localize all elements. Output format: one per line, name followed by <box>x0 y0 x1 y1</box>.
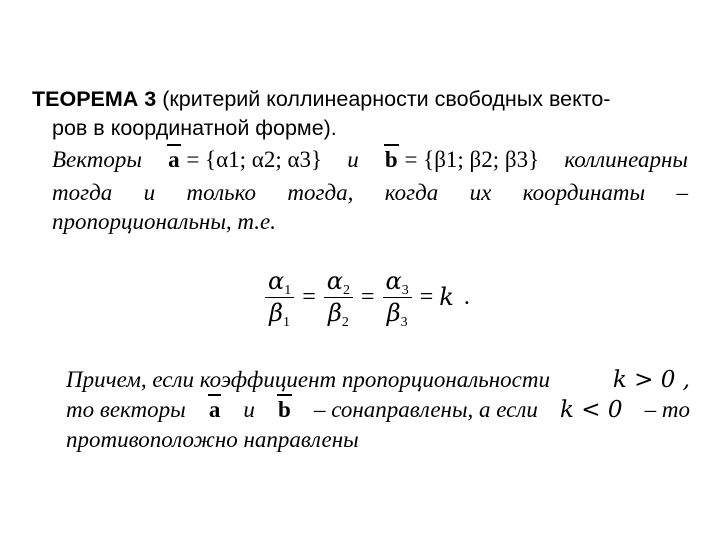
equals-sign: = <box>302 283 316 310</box>
word: тогда <box>52 180 113 205</box>
theorem-title: ТЕОРЕМА 3 <box>32 87 157 111</box>
condition-positive: k > 0 , <box>612 367 690 393</box>
statement-line-3: пропорциональны, т.е. <box>52 209 276 234</box>
note-line-3: противоположно направлены <box>66 427 359 452</box>
word: координаты <box>522 180 646 205</box>
equals-sign: = <box>360 283 375 310</box>
word-collinear: коллинеарны <box>564 147 688 172</box>
vector-a-def <box>167 146 322 174</box>
numerator-index: 3 <box>401 282 409 298</box>
note-line-1 <box>66 366 690 394</box>
denominator-index: 2 <box>341 314 349 330</box>
word: и <box>143 180 156 205</box>
equals-sign: = <box>419 283 434 310</box>
denominator-symbol: β <box>386 298 401 327</box>
numerator-index: 2 <box>342 282 350 298</box>
note-then: – то <box>644 397 690 422</box>
fraction-3 <box>383 266 412 329</box>
fraction-1 <box>265 266 294 329</box>
denominator-index: 1 <box>283 314 291 330</box>
note-line-2 <box>66 396 690 424</box>
word-and: и <box>347 147 359 172</box>
formula-period: . <box>463 283 470 310</box>
note-to-vectors: то векторы <box>66 397 186 422</box>
word: когда <box>384 180 439 205</box>
theorem-title-rest: (критерий коллинеарности свободных векто- <box>156 87 611 111</box>
denominator-symbol: β <box>327 298 342 327</box>
vector-b: b <box>278 397 291 422</box>
word: только <box>186 180 256 205</box>
vector-b-def <box>384 146 539 174</box>
fraction-2 <box>324 266 353 329</box>
numerator-symbol: α <box>385 266 402 295</box>
theorem-heading <box>32 85 610 113</box>
vector-a: a <box>208 397 221 422</box>
denominator-index: 3 <box>400 314 408 330</box>
denominator-symbol: β <box>269 298 284 327</box>
word-vectors: Векторы <box>52 147 142 172</box>
statement-line-1 <box>52 146 688 174</box>
numerator-symbol: α <box>268 266 285 295</box>
word-and: и <box>243 397 255 422</box>
coefficient-k: k <box>439 283 454 311</box>
theorem-heading-line2: ров в координатной форме). <box>52 116 337 140</box>
note-codirected: – сонаправлены, а если <box>313 397 538 422</box>
note-text: Причем, если коэффициент пропорциональности <box>66 367 550 392</box>
statement-line-2 <box>52 179 688 207</box>
word: их <box>469 180 492 205</box>
proportion-formula <box>263 262 470 332</box>
numerator-index: 1 <box>284 282 292 298</box>
word: – <box>676 180 688 205</box>
numerator-symbol: α <box>326 266 343 295</box>
condition-negative: k < 0 <box>560 397 623 423</box>
vector-a: a <box>168 147 180 172</box>
vector-b: b <box>384 147 398 172</box>
b-coordinates: = {β1; β2; β3} <box>404 147 540 172</box>
a-coordinates: = {α1; α2; α3} <box>186 147 323 172</box>
word: тогда, <box>287 180 354 205</box>
